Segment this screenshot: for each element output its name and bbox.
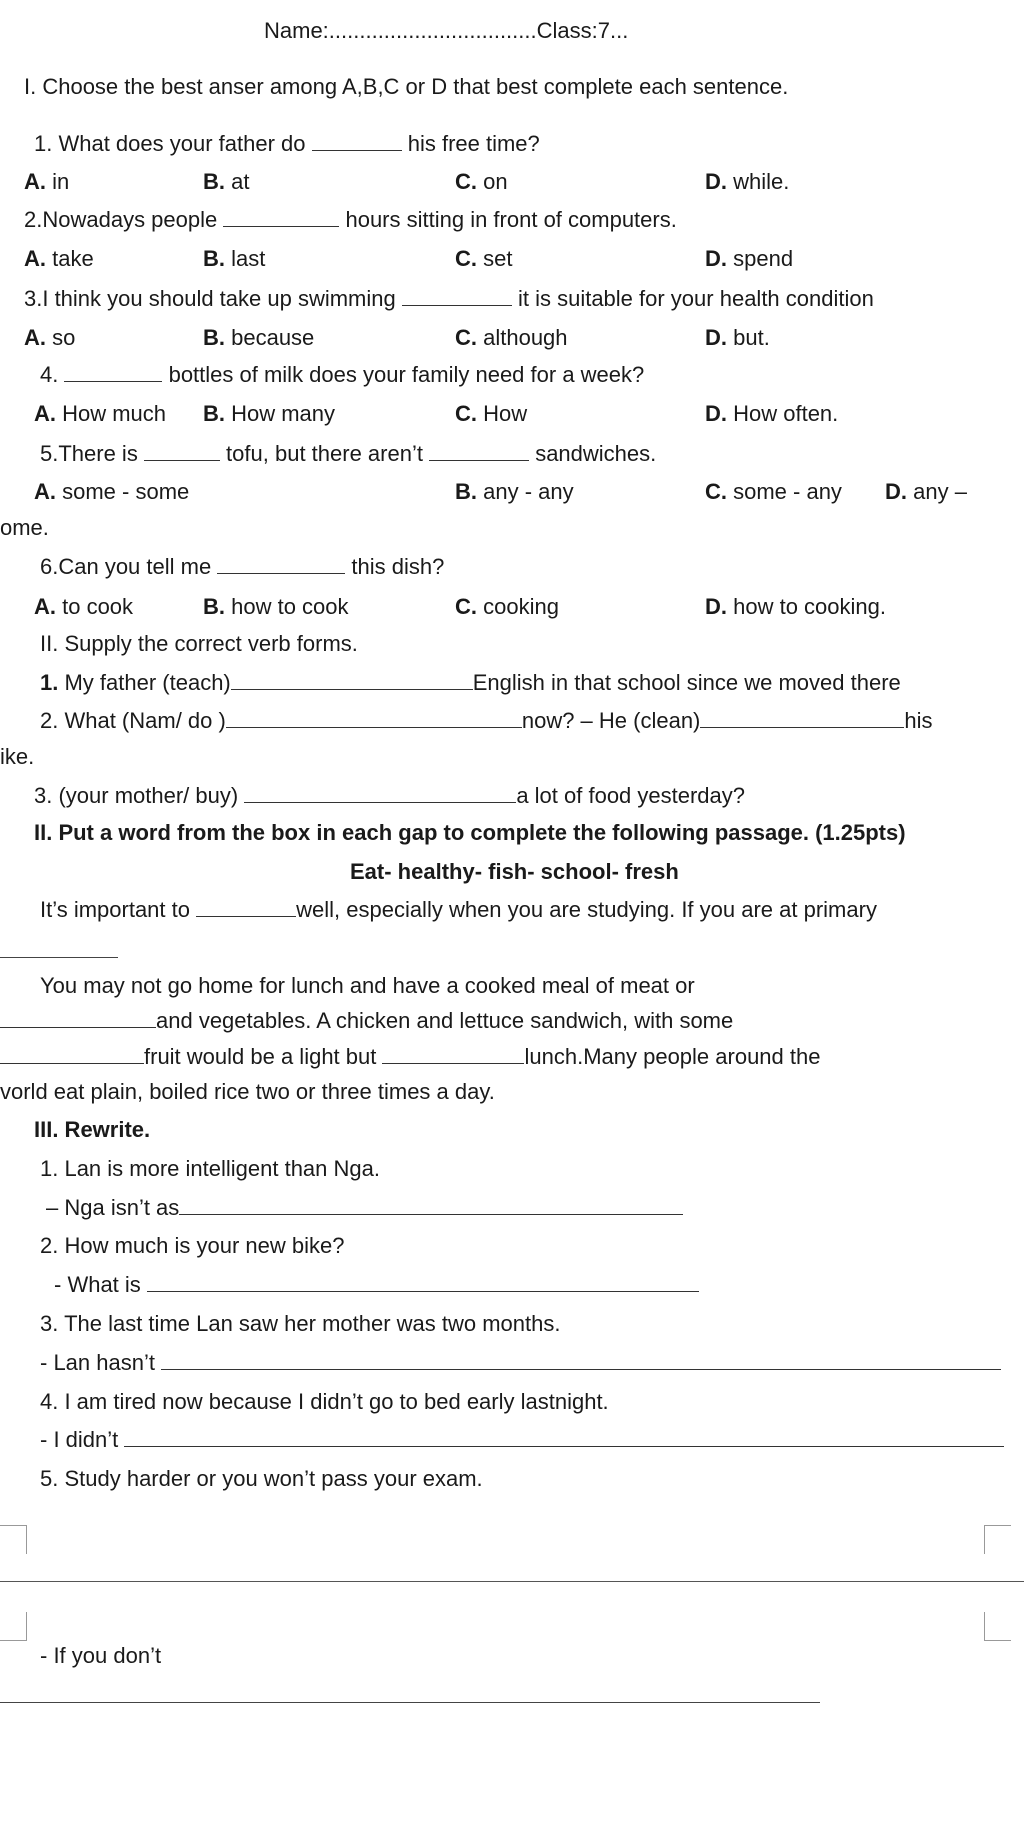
- rewrite-a5-blank[interactable]: [0, 1702, 820, 1703]
- option-letter: D.: [705, 325, 727, 350]
- option-text: cooking: [477, 594, 559, 619]
- rewrite-a5: - If you don’t: [40, 1643, 162, 1668]
- section3-title: [34, 822, 906, 844]
- rewrite-a3-prefix: - Lan hasn’t: [40, 1350, 162, 1375]
- section4-title-text: III. Rewrite.: [34, 1117, 151, 1142]
- q2-blank[interactable]: [223, 226, 339, 227]
- q3-option-d[interactable]: [705, 327, 770, 349]
- q1-pre: 1. What does your father do: [34, 131, 312, 156]
- rewrite-a4: [40, 1429, 1004, 1451]
- passage-line-5: vorld eat plain, boiled rice two or three times a day.: [0, 1079, 495, 1104]
- option-letter: D.: [705, 169, 727, 194]
- option-text: how to cooking.: [727, 594, 886, 619]
- q5-wrap: ome.: [0, 515, 49, 540]
- verb-item-3-blank[interactable]: [244, 802, 516, 803]
- option-text: set: [477, 246, 513, 271]
- passage-blank-2[interactable]: [0, 957, 118, 958]
- option-letter: C.: [455, 401, 477, 426]
- verb-item-1-pre: My father (teach): [58, 670, 231, 695]
- q2-post: hours sitting in front of computers.: [339, 207, 677, 232]
- q5-post: sandwiches.: [529, 441, 657, 466]
- q4-option-b[interactable]: [203, 403, 335, 425]
- passage-blank-1[interactable]: [196, 916, 296, 917]
- passage-blank-4[interactable]: [0, 1063, 144, 1064]
- section2-title-text: II. Supply the correct verb forms.: [40, 631, 358, 656]
- q5-pre: 5.There is: [40, 441, 144, 466]
- q3-option-c[interactable]: [455, 327, 568, 349]
- option-letter: D.: [705, 246, 727, 271]
- q2-pre: 2.Nowadays people: [24, 207, 224, 232]
- q1-option-a[interactable]: [24, 171, 69, 193]
- rewrite-a4-prefix: - I didn’t: [40, 1427, 125, 1452]
- verb-item-1: [40, 672, 901, 694]
- option-text: some - some: [56, 479, 190, 504]
- option-text: last: [225, 246, 266, 271]
- verb-item-2: [40, 710, 933, 732]
- passage-blank-3[interactable]: [0, 1027, 156, 1028]
- rewrite-a1-prefix: – Nga isn’t as: [46, 1195, 180, 1220]
- option-letter: C.: [705, 479, 727, 504]
- q5-mid: tofu, but there aren’t: [219, 441, 430, 466]
- passage-blank-5[interactable]: [382, 1063, 524, 1064]
- passage-line-3: [0, 1010, 733, 1032]
- q4-option-d[interactable]: [705, 403, 838, 425]
- q4-option-a[interactable]: [34, 403, 166, 425]
- q6-option-c[interactable]: [455, 596, 559, 618]
- q5-option-b[interactable]: [455, 481, 574, 503]
- q3-pre: 3.I think you should take up swimming: [24, 286, 402, 311]
- option-letter: C.: [455, 246, 477, 271]
- page-corner-mark: [984, 1612, 1011, 1641]
- verb-item-2-pre: 2. What (Nam/ do ): [40, 708, 226, 733]
- option-letter: B.: [203, 246, 225, 271]
- option-text: in: [46, 169, 70, 194]
- q2-option-c[interactable]: [455, 248, 512, 270]
- option-text: How much: [56, 401, 167, 426]
- q3-blank[interactable]: [402, 305, 512, 306]
- q6-blank[interactable]: [217, 573, 345, 574]
- verb-item-2-mid: now? – He (clean): [521, 708, 701, 733]
- passage-line-4: [0, 1046, 820, 1068]
- option-letter: B.: [203, 401, 225, 426]
- option-letter: A.: [24, 246, 46, 271]
- passage-line-1-pre: It’s important to: [40, 897, 197, 922]
- page-corner-mark: [0, 1525, 27, 1554]
- option-text: How: [477, 401, 528, 426]
- q5-blank-1[interactable]: [144, 460, 220, 461]
- q5-option-d[interactable]: [885, 481, 967, 503]
- rewrite-a4-blank[interactable]: [124, 1446, 1004, 1447]
- verb-item-1-blank[interactable]: [231, 689, 473, 690]
- option-letter: A.: [24, 169, 46, 194]
- word-box-text: Eat- healthy- fish- school- fresh: [350, 859, 679, 884]
- verb-item-2-post: his: [904, 708, 933, 733]
- option-text: how to cook: [225, 594, 349, 619]
- passage-line-4-a: fruit would be a light but: [144, 1044, 383, 1069]
- verb-item-3: [34, 785, 745, 807]
- q6-stem: [40, 556, 444, 578]
- option-letter: B.: [203, 594, 225, 619]
- verb-item-2-blank-2[interactable]: [700, 727, 904, 728]
- option-letter: B.: [455, 479, 477, 504]
- passage-line-4-b: lunch.Many people around the: [524, 1044, 821, 1069]
- option-text: some - any: [727, 479, 842, 504]
- q4-blank[interactable]: [64, 381, 162, 382]
- option-text: because: [225, 325, 315, 350]
- rewrite-q3: 3. The last time Lan saw her mother was two months.: [40, 1311, 561, 1336]
- header-line: [264, 20, 628, 42]
- passage-line-2: You may not go home for lunch and have a cooked meal of meat or: [40, 973, 695, 998]
- rewrite-a1-blank[interactable]: [179, 1214, 683, 1215]
- verb-item-2-wrap: ike.: [0, 744, 35, 769]
- q1-option-b[interactable]: [203, 171, 249, 193]
- q2-option-b[interactable]: [203, 248, 265, 270]
- q6-option-a[interactable]: [34, 596, 133, 618]
- page-corner-mark: [0, 1612, 27, 1641]
- option-text: on: [477, 169, 508, 194]
- option-text: but.: [727, 325, 770, 350]
- option-letter: C.: [455, 169, 477, 194]
- option-text: at: [225, 169, 250, 194]
- q4-post: bottles of milk does your family need for a week?: [162, 362, 645, 387]
- option-letter: C.: [455, 594, 477, 619]
- q2-option-d[interactable]: [705, 248, 793, 270]
- q1-option-c[interactable]: [455, 171, 508, 193]
- option-letter: A.: [34, 401, 56, 426]
- section2-title: [40, 633, 358, 655]
- option-text: spend: [727, 246, 794, 271]
- passage-line-1-post: well, especially when you are studying. If you are at primary: [296, 897, 877, 922]
- option-text: so: [46, 325, 76, 350]
- q1-stem: [34, 133, 540, 155]
- q1-post: his free time?: [401, 131, 540, 156]
- q2-option-a[interactable]: [24, 248, 94, 270]
- q6-option-b[interactable]: [203, 596, 349, 618]
- word-box: [350, 861, 679, 883]
- q5-stem: [40, 443, 656, 465]
- q6-option-d[interactable]: [705, 596, 886, 618]
- verb-item-3-pre: 3. (your mother/ buy): [34, 783, 245, 808]
- rewrite-q1: 1. Lan is more intelligent than Nga.: [40, 1156, 380, 1181]
- option-letter: B.: [203, 169, 225, 194]
- option-text: to cook: [56, 594, 134, 619]
- verb-item-3-post: a lot of food yesterday?: [516, 783, 746, 808]
- q3-stem: [24, 288, 874, 310]
- section1-title: [24, 76, 788, 98]
- q3-option-a[interactable]: [24, 327, 75, 349]
- option-text: any –: [907, 479, 967, 504]
- option-text: take: [46, 246, 94, 271]
- option-text: How many: [225, 401, 336, 426]
- rewrite-a2: [54, 1274, 699, 1296]
- q4-option-c[interactable]: [455, 403, 527, 425]
- option-text: How often.: [727, 401, 839, 426]
- q5-blank-2[interactable]: [429, 460, 529, 461]
- option-letter: A.: [34, 594, 56, 619]
- verb-item-1-num: 1.: [40, 670, 59, 695]
- page-corner-mark: [984, 1525, 1011, 1554]
- verb-item-2-blank-1[interactable]: [226, 727, 522, 728]
- q4-pre: 4.: [40, 362, 65, 387]
- rewrite-q4: 4. I am tired now because I didn’t go to bed early lastnight.: [40, 1389, 609, 1414]
- q6-post: this dish?: [345, 554, 445, 579]
- class-label: Class:7...: [536, 18, 629, 43]
- q6-pre: 6.Can you tell me: [40, 554, 218, 579]
- q5-option-c[interactable]: [705, 481, 842, 503]
- option-letter: D.: [885, 479, 907, 504]
- option-text: although: [477, 325, 568, 350]
- rewrite-a1: [46, 1197, 683, 1219]
- rewrite-a2-prefix: - What is: [54, 1272, 147, 1297]
- q5-option-a[interactable]: [34, 481, 189, 503]
- rewrite-a3: [40, 1352, 1001, 1374]
- q4-stem: [40, 364, 644, 386]
- rewrite-a5-blank-line[interactable]: [0, 1581, 1024, 1582]
- option-letter: B.: [203, 325, 225, 350]
- section4-title: [34, 1119, 150, 1141]
- option-text: any - any: [477, 479, 574, 504]
- option-letter: A.: [34, 479, 56, 504]
- name-dots: ..................................: [328, 18, 537, 43]
- q3-option-b[interactable]: [203, 327, 314, 349]
- option-letter: D.: [705, 401, 727, 426]
- section1-title-text: I. Choose the best anser among A,B,C or D that best complete each sentence.: [24, 74, 789, 99]
- passage-line-1: [40, 899, 877, 921]
- rewrite-a2-blank[interactable]: [147, 1291, 699, 1292]
- option-text: while.: [727, 169, 790, 194]
- q2-stem: [24, 209, 677, 231]
- option-letter: D.: [705, 594, 727, 619]
- q1-blank[interactable]: [312, 150, 402, 151]
- option-letter: C.: [455, 325, 477, 350]
- rewrite-a3-blank[interactable]: [161, 1369, 1001, 1370]
- name-label: Name:: [264, 18, 329, 43]
- q3-post: it is suitable for your health condition: [511, 286, 874, 311]
- rewrite-q5: 5. Study harder or you won’t pass your exam.: [40, 1466, 483, 1491]
- section3-title-text: II. Put a word from the box in each gap to complete the following passage. (1.25pts): [34, 820, 906, 845]
- option-letter: A.: [24, 325, 46, 350]
- verb-item-1-post: English in that school since we moved there: [472, 670, 901, 695]
- q1-option-d[interactable]: [705, 171, 789, 193]
- rewrite-q2: 2. How much is your new bike?: [40, 1233, 345, 1258]
- passage-line-3-text: and vegetables. A chicken and lettuce sandwich, with some: [156, 1008, 734, 1033]
